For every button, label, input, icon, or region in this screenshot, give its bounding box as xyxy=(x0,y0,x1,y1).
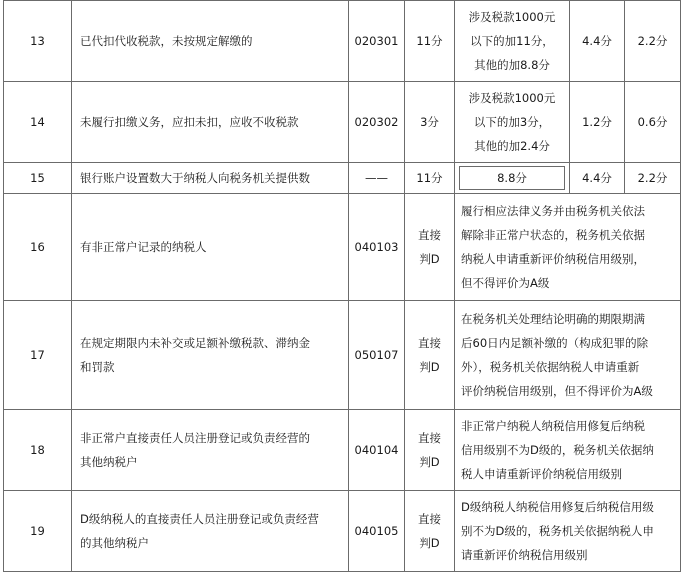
indicator-name-line: 的其他纳税户 xyxy=(80,536,149,550)
deduction-score-line: 判D xyxy=(419,360,440,374)
score-col-b: 0.6分 xyxy=(625,82,681,163)
deduction-score-line: 判D xyxy=(419,455,440,469)
restoration-rule xyxy=(455,301,681,410)
deduction-score-line: 3分 xyxy=(420,115,439,129)
deduction-rule-line: 8.8分 xyxy=(497,171,527,185)
deduction-rule xyxy=(455,1,570,82)
indicator-code: 040105 xyxy=(349,491,405,572)
indicator-name-line: 和罚款 xyxy=(80,360,115,374)
deduction-score xyxy=(405,1,455,82)
restoration-rule-line: 在税务机关处理结论明确的期限期满 xyxy=(461,312,645,326)
deduction-rule xyxy=(455,163,570,194)
restoration-rule xyxy=(455,194,681,301)
score-col-a: 1.2分 xyxy=(570,82,625,163)
row-number: 17 xyxy=(4,301,72,410)
table-row xyxy=(4,491,681,572)
restoration-rule-line: D级纳税人纳税信用修复后纳税信用级 xyxy=(461,500,654,514)
restoration-rule-line: 评价纳税信用级别，但不得评价为A级 xyxy=(461,384,653,398)
deduction-rule-line: 涉及税款1000元 xyxy=(468,91,556,105)
indicator-name xyxy=(72,491,349,572)
indicator-code: —— xyxy=(349,163,405,194)
indicator-name-line: 其他纳税户 xyxy=(80,455,138,469)
score-col-a: 4.4分 xyxy=(570,1,625,82)
indicator-code: 040103 xyxy=(349,194,405,301)
indicator-code: 020301 xyxy=(349,1,405,82)
score-col-b: 2.2分 xyxy=(625,163,681,194)
row-number: 13 xyxy=(4,1,72,82)
table-row xyxy=(4,82,681,163)
deduction-score-line: 判D xyxy=(419,536,440,550)
deduction-rule xyxy=(455,82,570,163)
deduction-score xyxy=(405,301,455,410)
indicator-name-line: 在规定期限内未补交或足额补缴税款、滞纳金 xyxy=(80,336,310,350)
row-number: 14 xyxy=(4,82,72,163)
tax-credit-table xyxy=(3,0,681,572)
restoration-rule-line: 但不得评价为A级 xyxy=(461,276,550,290)
row-number: 18 xyxy=(4,410,72,491)
indicator-name-line: 已代扣代收税款，未按规定解缴的 xyxy=(80,34,253,48)
deduction-score-line: 判D xyxy=(419,252,440,266)
indicator-code: 040104 xyxy=(349,410,405,491)
table-row xyxy=(4,163,681,194)
restoration-rule-line: 解除非正常户状态的，税务机关依据 xyxy=(461,228,645,242)
indicator-name xyxy=(72,163,349,194)
indicator-name xyxy=(72,410,349,491)
table-row xyxy=(4,301,681,410)
deduction-score xyxy=(405,163,455,194)
table-row xyxy=(4,1,681,82)
deduction-score xyxy=(405,82,455,163)
restoration-rule-line: 后60日内足额补缴的（构成犯罪的除 xyxy=(461,336,649,350)
indicator-name-line: 未履行扣缴义务，应扣未扣，应收不收税款 xyxy=(80,115,299,129)
row-number: 19 xyxy=(4,491,72,572)
deduction-rule-line: 以下的加11分， xyxy=(470,34,554,48)
indicator-name xyxy=(72,301,349,410)
restoration-rule-line: 请重新评价纳税信用级别 xyxy=(461,548,588,562)
deduction-score xyxy=(405,491,455,572)
score-col-b: 2.2分 xyxy=(625,1,681,82)
restoration-rule-line: 别不为D级的，税务机关依据纳税人申 xyxy=(461,524,654,538)
deduction-score-line: 直接 xyxy=(418,228,441,242)
deduction-score-line: 直接 xyxy=(418,336,441,350)
row-number: 15 xyxy=(4,163,72,194)
deduction-rule-line: 其他的加2.4分 xyxy=(474,139,550,153)
restoration-rule-line: 非正常户纳税人纳税信用修复后纳税 xyxy=(461,419,645,433)
restoration-rule-line: 外），税务机关依据纳税人申请重新 xyxy=(461,360,640,374)
score-col-a: 4.4分 xyxy=(570,163,625,194)
indicator-name xyxy=(72,1,349,82)
deduction-rule-line: 涉及税款1000元 xyxy=(468,10,556,24)
restoration-rule-line: 税人申请重新评价纳税信用级别 xyxy=(461,467,622,481)
restoration-rule-line: 履行相应法律义务并由税务机关依法 xyxy=(461,204,645,218)
deduction-score-line: 11分 xyxy=(416,171,443,185)
indicator-name xyxy=(72,82,349,163)
deduction-rule-line: 其他的加8.8分 xyxy=(474,58,550,72)
indicator-code: 020302 xyxy=(349,82,405,163)
indicator-name-line: 有非正常户记录的纳税人 xyxy=(80,240,207,254)
deduction-score-line: 直接 xyxy=(418,512,441,526)
table-row xyxy=(4,194,681,301)
table-row xyxy=(4,410,681,491)
indicator-name-line: D级纳税人的直接责任人员注册登记或负责经营 xyxy=(80,512,319,526)
indicator-name-line: 非正常户直接责任人员注册登记或负责经营的 xyxy=(80,431,310,445)
deduction-score-line: 直接 xyxy=(418,431,441,445)
indicator-name-line: 银行账户设置数大于纳税人向税务机关提供数 xyxy=(80,171,310,185)
restoration-rule xyxy=(455,410,681,491)
indicator-code: 050107 xyxy=(349,301,405,410)
deduction-score xyxy=(405,410,455,491)
deduction-rule-line: 以下的加3分， xyxy=(473,115,551,129)
row-number: 16 xyxy=(4,194,72,301)
deduction-rule-box xyxy=(459,166,565,190)
restoration-rule-line: 信用级别不为D级的，税务机关依据纳 xyxy=(461,443,654,457)
deduction-score xyxy=(405,194,455,301)
restoration-rule-line: 纳税人申请重新评价纳税信用级别， xyxy=(461,252,645,266)
restoration-rule xyxy=(455,491,681,572)
indicator-name xyxy=(72,194,349,301)
deduction-score-line: 11分 xyxy=(416,34,443,48)
